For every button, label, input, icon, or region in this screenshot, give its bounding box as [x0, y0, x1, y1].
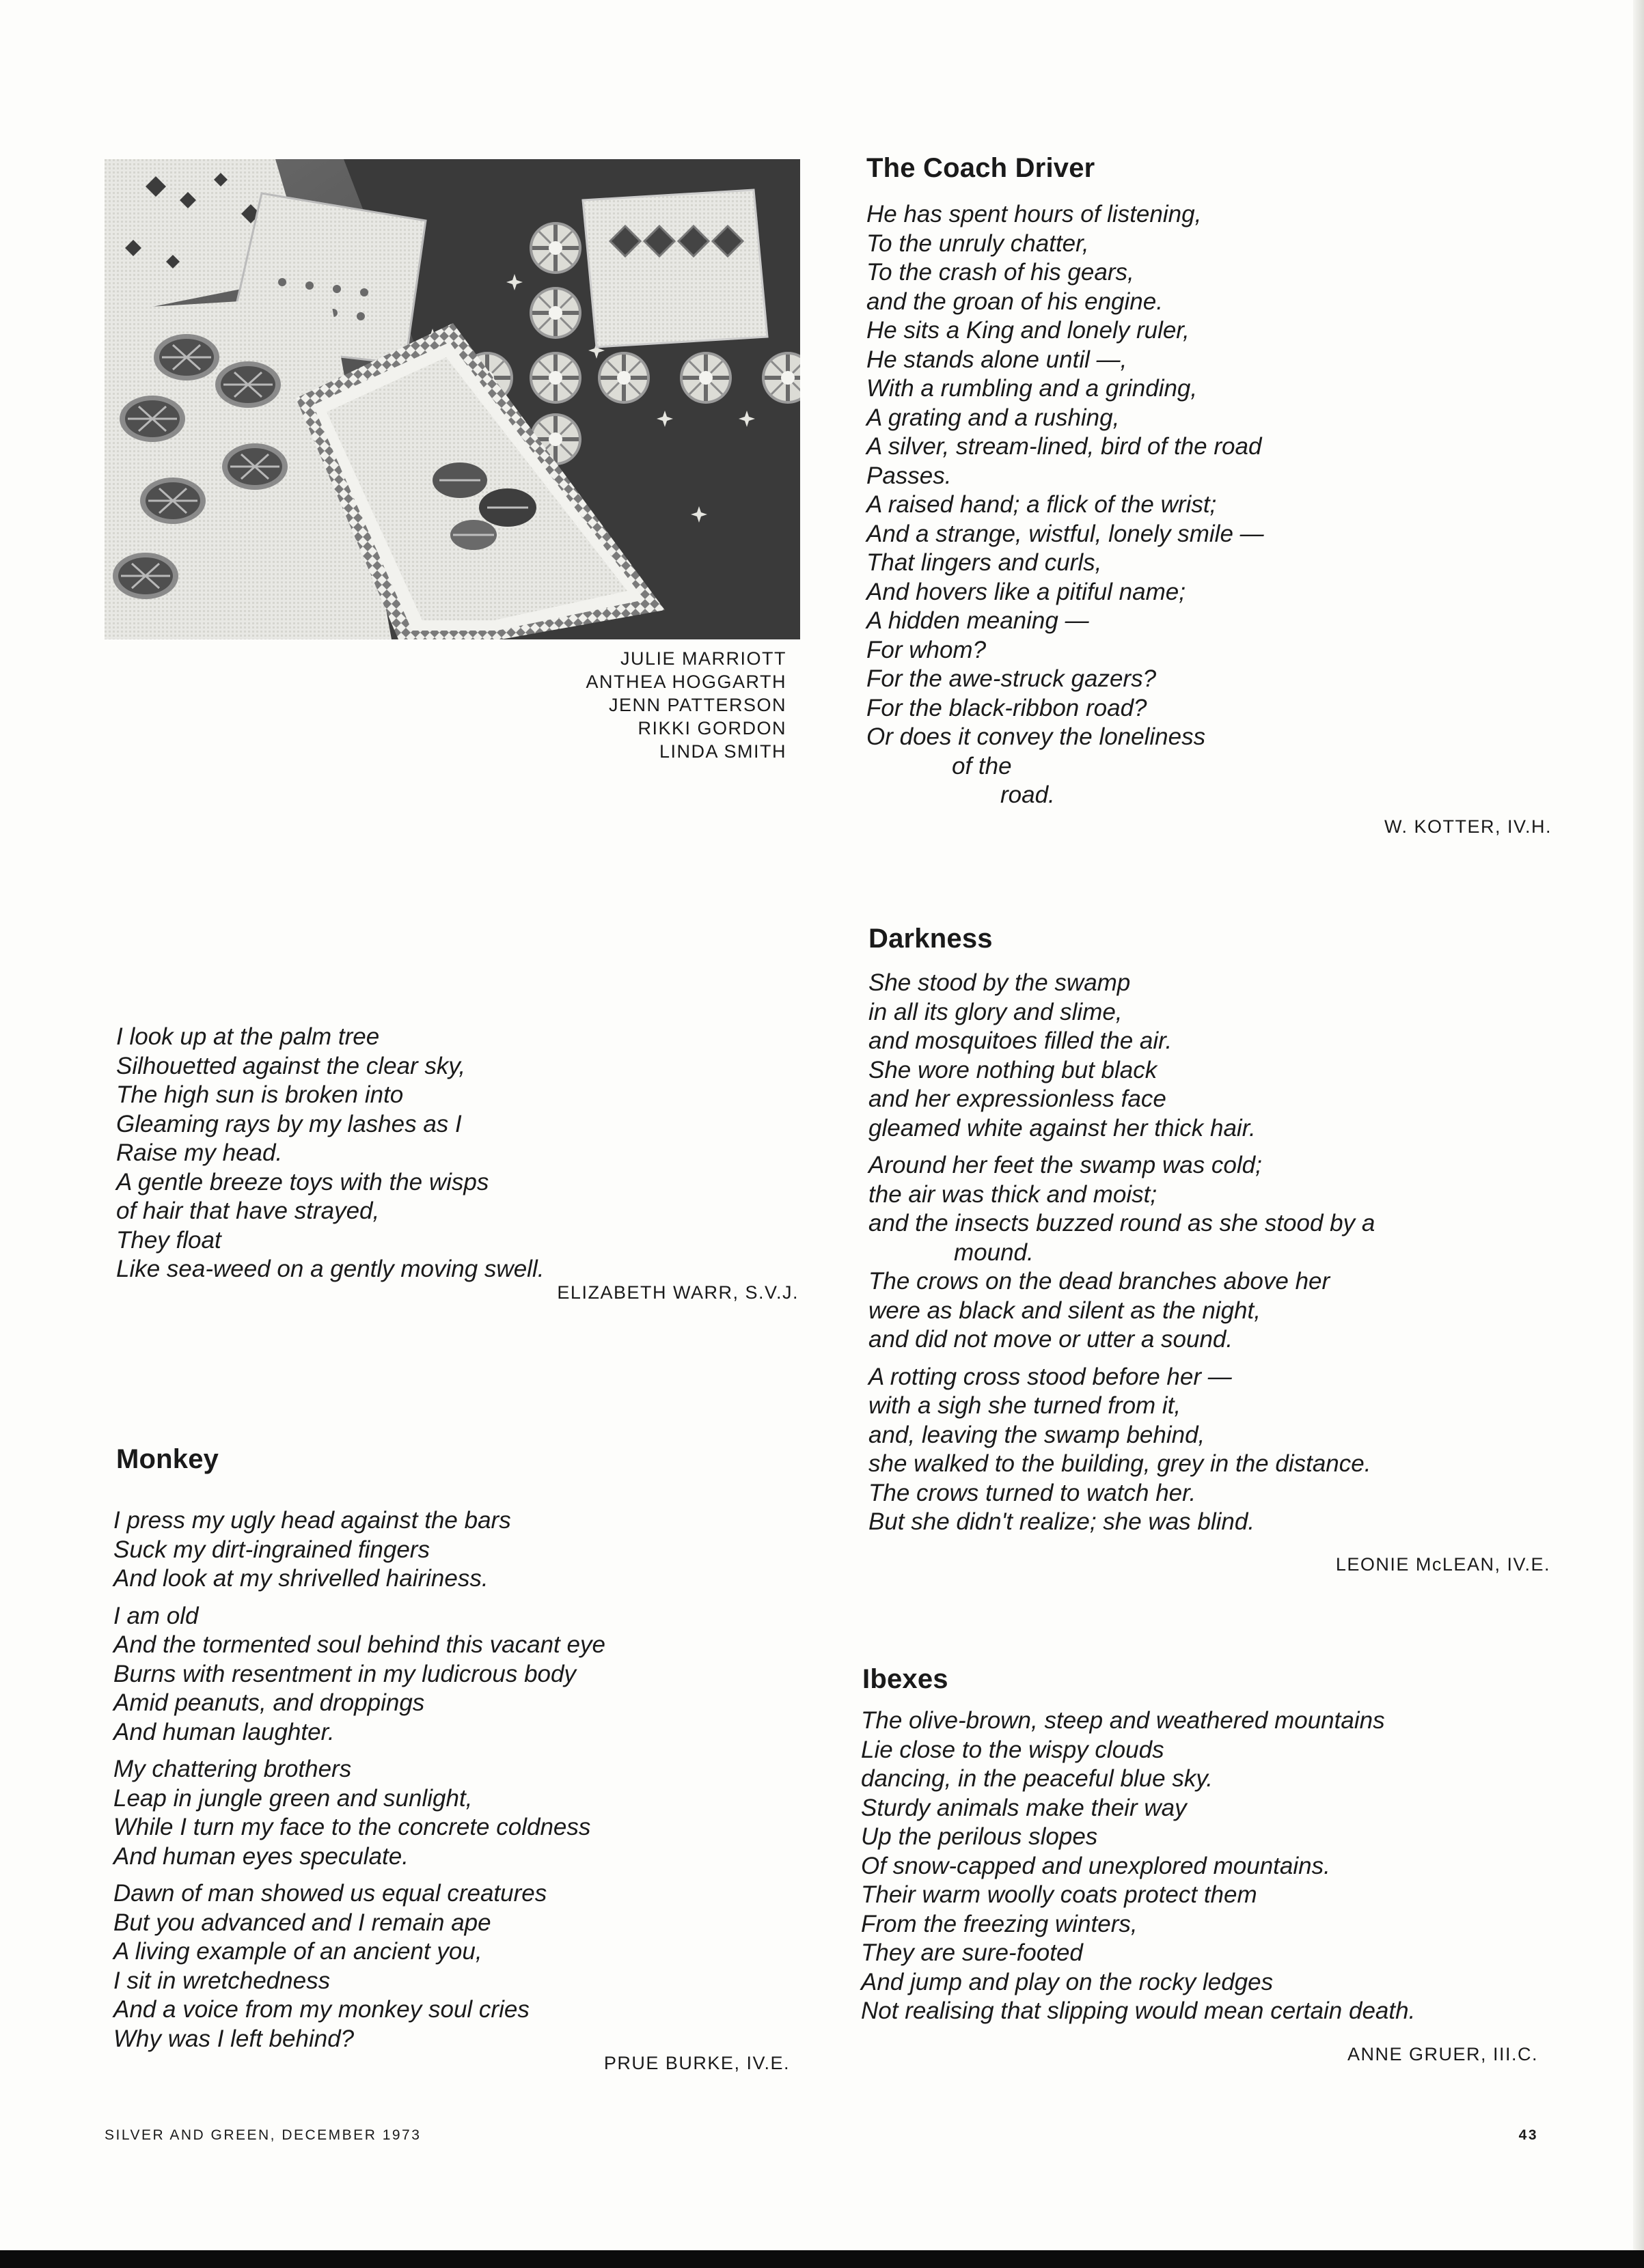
poem-line: That lingers and curls, [866, 549, 1102, 576]
poem-line: and the insects buzzed round as she stood by a [868, 1210, 1375, 1236]
palm-tree-poem [116, 1023, 544, 1284]
monkey-author: PRUE BURKE, IV.E. [603, 2053, 790, 2073]
credit-name: JENN PATTERSON [608, 695, 786, 715]
scan-bottom-border [0, 2250, 1644, 2268]
poem-line: And look at my shrivelled hairiness. [113, 1565, 489, 1592]
ibexes-title: Ibexes [862, 1664, 948, 1694]
poem-line: The crows on the dead branches above her [868, 1268, 1330, 1295]
poem-line: And a strange, wistful, lonely smile — [866, 520, 1264, 547]
stanza-gap [868, 1355, 1375, 1363]
photo-credits [445, 647, 786, 763]
embroidery-photo [105, 159, 800, 639]
poem-line: The olive-brown, steep and weathered mountains [861, 1707, 1385, 1734]
poem-line: Gleaming rays by my lashes as I [116, 1110, 462, 1137]
publication-footer: SILVER AND GREEN, DECEMBER 1973 [105, 2127, 422, 2143]
credit-name: JULIE MARRIOTT [620, 648, 786, 669]
poem-line: The high sun is broken into [116, 1081, 404, 1108]
poem-line: gleamed white against her thick hair. [868, 1114, 1256, 1142]
page-number: 43 [1518, 2127, 1538, 2143]
poem-line: A rotting cross stood before her — [868, 1363, 1232, 1390]
poem-line: mound. [954, 1239, 1034, 1266]
poem-line: Up the perilous slopes [861, 1823, 1098, 1850]
coach-driver-poem [866, 200, 1264, 810]
poem-line: Why was I left behind? [113, 2025, 355, 2052]
poem-line: They float [116, 1226, 221, 1254]
poem-line: To the crash of his gears, [866, 259, 1134, 286]
poem-line: Around her feet the swamp was cold; [868, 1152, 1262, 1178]
stanza-gap [113, 1594, 605, 1602]
credit-name: RIKKI GORDON [638, 718, 786, 738]
poem-line: While I turn my face to the concrete coldness [113, 1814, 591, 1840]
embroidery-photo-svg [105, 159, 800, 639]
poem-line: I sit in wretchedness [113, 1967, 331, 1994]
poem-line: She stood by the swamp [868, 969, 1131, 996]
poem-line: and the groan of his engine. [866, 288, 1163, 315]
coach-driver-title: The Coach Driver [866, 153, 1095, 183]
poem-line: the air was thick and moist; [868, 1180, 1157, 1208]
poem-line: Their warm woolly coats protect them [861, 1881, 1257, 1908]
poem-line: From the freezing winters, [861, 1910, 1138, 1937]
poem-line: But she didn't realize; she was blind. [868, 1508, 1255, 1535]
poem-line: Sturdy animals make their way [861, 1794, 1187, 1821]
poem-line: A grating and a rushing, [866, 404, 1120, 431]
poem-line: She wore nothing but black [868, 1056, 1157, 1083]
poem-line: A silver, stream-lined, bird of the road [866, 433, 1262, 460]
poem-line: I look up at the palm tree [116, 1023, 380, 1050]
poem-line: and mosquitoes filled the air. [868, 1027, 1173, 1054]
poem-line: And human laughter. [113, 1718, 335, 1745]
darkness-poem [868, 969, 1375, 1537]
poem-line: He sits a King and lonely ruler, [866, 317, 1190, 344]
poem-line: Leap in jungle green and sunlight, [113, 1784, 473, 1812]
poem-line: Of snow-capped and unexplored mountains. [861, 1852, 1330, 1879]
poem-line: A hidden meaning — [866, 607, 1089, 634]
poem-line: A living example of an ancient you, [113, 1938, 482, 1965]
stanza-gap [868, 1143, 1375, 1151]
credit-name: LINDA SMITH [659, 741, 786, 762]
poem-line: with a sigh she turned from it, [868, 1392, 1181, 1419]
poem-line: And the tormented soul behind this vacant eye [113, 1631, 605, 1658]
poem-line: He stands alone until —, [866, 346, 1127, 373]
ibexes-poem [861, 1706, 1415, 2026]
poem-line: Burns with resentment in my ludicrous body [113, 1660, 576, 1687]
poem-line: To the unruly chatter, [866, 230, 1089, 257]
poem-line: road. [1000, 782, 1055, 808]
poem-line: Like sea-weed on a gently moving swell. [116, 1256, 545, 1282]
poem-line: My chattering brothers [113, 1756, 352, 1782]
poem-line: A gentle breeze toys with the wisps [116, 1168, 489, 1195]
darkness-author: LEONIE McLEAN, IV.E. [1335, 1554, 1550, 1575]
ibexes-author: ANNE GRUER, III.C. [1347, 2044, 1538, 2064]
poem-line: And jump and play on the rocky ledges [861, 1968, 1274, 1995]
poem-line: Or does it convey the loneliness [866, 723, 1206, 750]
poem-line: The crows turned to watch her. [868, 1479, 1196, 1506]
poem-line: With a rumbling and a grinding, [866, 375, 1198, 402]
poem-line: and did not move or utter a sound. [868, 1326, 1233, 1353]
poem-line: But you advanced and I remain ape [113, 1909, 491, 1936]
stanza-gap [113, 1871, 605, 1879]
poem-line: in all its glory and slime, [868, 998, 1123, 1025]
poem-line: Not realising that slipping would mean certain death. [861, 1997, 1416, 2024]
poem-line: A raised hand; a flick of the wrist; [866, 491, 1217, 518]
poem-line: Lie close to the wispy clouds [861, 1736, 1164, 1763]
coach-driver-author: W. KOTTER, IV.H. [1384, 816, 1552, 837]
poem-line: Suck my dirt-ingrained fingers [113, 1536, 430, 1563]
stanza-gap [113, 1747, 605, 1755]
poem-line: Silhouetted against the clear sky, [116, 1052, 466, 1079]
poem-line: And human eyes speculate. [113, 1842, 409, 1870]
poem-line: were as black and silent as the night, [868, 1297, 1261, 1324]
poem-line: dancing, in the peaceful blue sky. [861, 1765, 1213, 1792]
poem-line: Dawn of man showed us equal creatures [113, 1880, 547, 1907]
poem-line: she walked to the building, grey in the distance. [868, 1450, 1371, 1477]
poem-line: For the black-ribbon road? [866, 694, 1147, 721]
poem-line: Raise my head. [116, 1139, 283, 1166]
poem-line: For whom? [866, 636, 987, 663]
poem-line: Amid peanuts, and droppings [113, 1689, 425, 1716]
poem-line: Passes. [866, 462, 952, 489]
poem-line: of the [952, 752, 1012, 779]
poem-line: They are sure-footed [861, 1939, 1083, 1966]
poem-line: of hair that have strayed, [116, 1198, 380, 1224]
poem-line: and, leaving the swamp behind, [868, 1421, 1205, 1448]
poem-line: He has spent hours of listening, [866, 201, 1202, 227]
monkey-poem [113, 1506, 605, 2053]
poem-line: I press my ugly head against the bars [113, 1507, 511, 1534]
darkness-title: Darkness [868, 924, 993, 954]
page-edge-shadow [1633, 0, 1644, 2268]
monkey-title: Monkey [116, 1444, 219, 1474]
poem-line: And a voice from my monkey soul cries [113, 1996, 530, 2023]
poem-line: And hovers like a pitiful name; [866, 578, 1186, 605]
credit-name: ANTHEA HOGGARTH [586, 672, 786, 692]
poem-line: For the awe-struck gazers? [866, 665, 1157, 692]
poem-line: and her expressionless face [868, 1085, 1166, 1112]
poem-line: I am old [113, 1602, 199, 1629]
palm-tree-author: ELIZABETH WARR, S.V.J. [557, 1282, 799, 1303]
